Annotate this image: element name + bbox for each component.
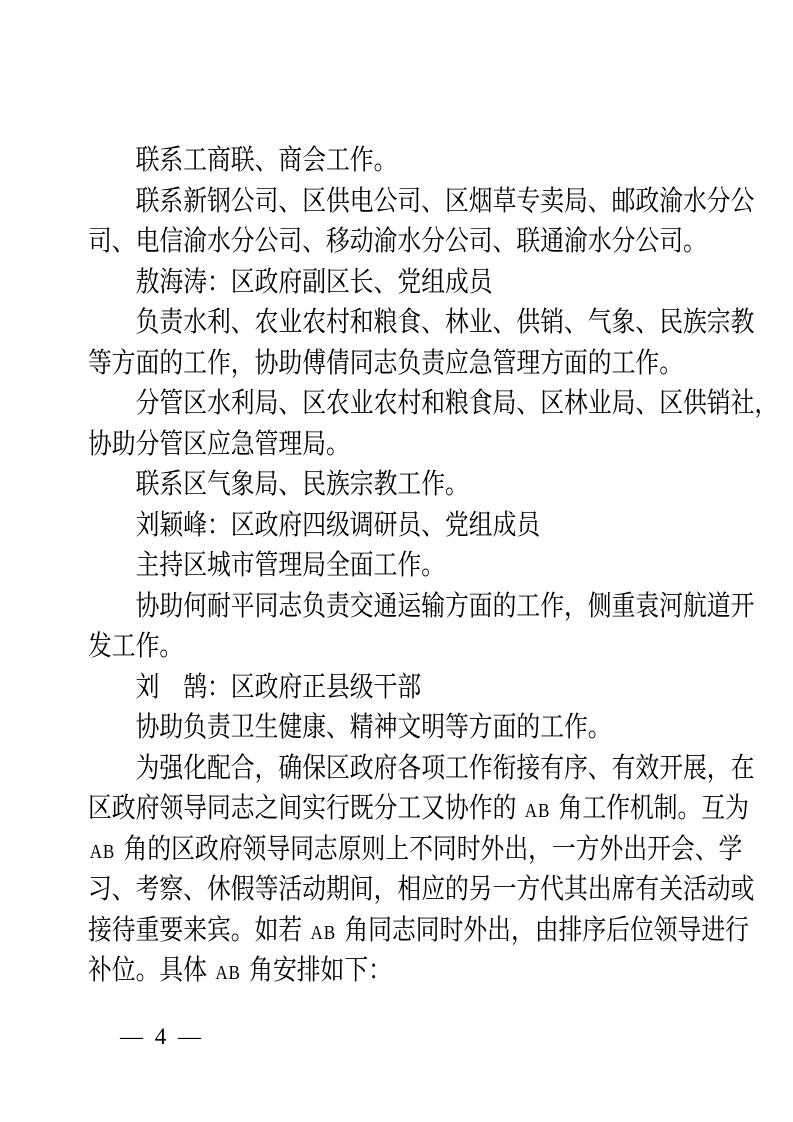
text-line: 协助负责卫生健康、精神文明等方面的工作。 <box>135 711 612 742</box>
text-line: 联系区气象局、民族宗教工作。 <box>135 468 469 499</box>
text-line: 发工作。 <box>88 630 184 661</box>
text-line: 分管区水利局、区农业农村和粮食局、区林业局、区供销社， <box>135 387 779 418</box>
text-line: 司、电信渝水分公司、移动渝水分公司、联通渝水分公司。 <box>88 225 707 256</box>
text-line: 补位。具体 AB 角安排如下： <box>88 954 392 985</box>
text-line: AB 角的区政府领导同志原则上不同时外出，一方外出开会、学 <box>89 832 743 864</box>
text-line: 协助分管区应急管理局。 <box>88 427 350 459</box>
text-line: 接待重要来宾。如若 AB 角同志同时外出，由排序后位领导进行 <box>88 913 749 945</box>
page-number: — 4 — <box>120 1024 204 1049</box>
text-line: 刘颖峰：区政府四级调研员、党组成员 <box>135 508 541 540</box>
latin-text: AB <box>524 800 551 822</box>
text-line: 区政府领导同志之间实行既分工又协作的 AB 角工作机制。互为 <box>88 792 749 823</box>
text-line: 联系新钢公司、区供电公司、区烟草专卖局、邮政渝水分公 <box>135 184 755 216</box>
latin-text: AB <box>215 962 241 984</box>
text-line: 负责水利、农业农村和粮食、林业、供销、气象、民族宗教 <box>135 306 755 337</box>
latin-text: AB <box>89 840 116 863</box>
text-line: 协助何耐平同志负责交通运输方面的工作，侧重袁河航道开 <box>135 589 755 621</box>
text-line: 为强化配合，确保区政府各项工作衔接有序、有效开展，在 <box>135 751 755 783</box>
text-line: 主持区城市管理局全面工作。 <box>135 549 446 580</box>
latin-text: AB <box>310 921 337 944</box>
text-line: 习、考察、休假等活动期间，相应的另一方代其出席有关活动或 <box>88 873 755 904</box>
text-line: 敖海涛：区政府副区长、党组成员 <box>135 265 493 297</box>
document-body <box>88 140 779 991</box>
text-line: 联系工商联、商会工作。 <box>135 144 398 175</box>
text-line: 等方面的工作，协助傅倩同志负责应急管理方面的工作。 <box>88 346 684 378</box>
text-line: 刘 鹄：区政府正县级干部 <box>135 670 422 702</box>
